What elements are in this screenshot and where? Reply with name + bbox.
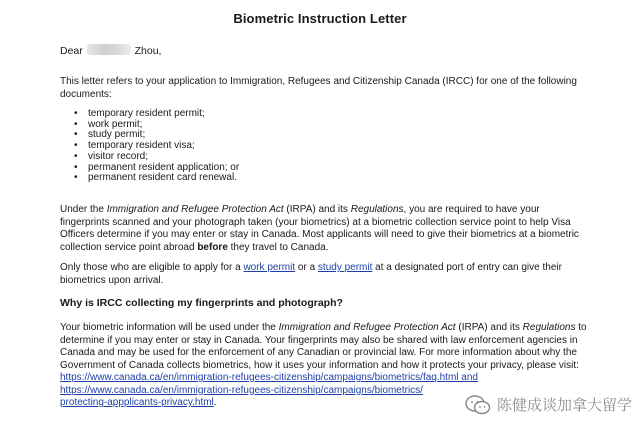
link-text: aq.html and [425,372,478,383]
salutation [60,44,161,57]
intro-paragraph: This letter refers to your application to Immigration, Refugees and Citizenship Canada (IRCC) for one of the following documents: [60,76,577,100]
list-item: • permanent resident application; or [74,163,239,174]
requirement-paragraph [60,204,590,254]
privacy-link[interactable] [60,385,423,409]
text-run: or a [295,262,318,273]
text-run: to determine if you may enter or stay in Canada. Your fingerprints may also be shared with law enforcement agencies in Canada and may be used for the enforcement of any Canadian or provincial law. For more information about why the Government of Canada collects biometrics, how it uses your information and how it protects your privacy, please visit: [60,322,587,371]
watermark-text: 陈健成谈加拿大留学 [496,397,632,414]
list-item: • permanent resident card renewal. [74,173,239,184]
redacted-name [87,44,131,55]
study-permit-link[interactable]: study permit [317,262,373,273]
link-text: https://www.canada.ca/en/immigration-refugees-citizenship/campaigns/biometrics/f [60,372,426,383]
list-item: • temporary resident visa; [74,141,239,152]
link-text: https://www.canada.ca/en/immigration-refugees-citizenship/campaigns/biometrics/ [60,384,423,396]
regulations-name: Regulations [350,204,404,215]
section-heading: Why is IRCC collecting my fingerprints and photograph? [60,297,343,309]
letter-title: Biometric Instruction Letter [233,11,407,26]
regulations-name: Regulations [522,322,576,333]
port-of-entry-paragraph [60,262,590,287]
emphasis-before: before [197,241,228,253]
salutation-prefix: Dear [60,45,83,57]
text-run: they travel to Canada. [227,241,329,253]
text-run: at a designated port of entry can give their biometrics upon arrival. [60,262,562,286]
list-item: • work permit; [74,120,239,131]
text-run: Only those who are eligible to apply for a [60,262,244,273]
wechat-icon [465,395,491,415]
text-run: Your biometric information will be used under the [60,322,279,333]
text-run: (IRPA) and its [455,322,523,333]
text-run: (IRPA) and its [283,204,351,215]
text-run: Under the [60,204,107,215]
list-item: • visitor record; [74,152,239,163]
faq-link[interactable] [60,372,478,383]
work-permit-link[interactable]: work permit [243,262,296,273]
text-run: . [213,397,217,408]
link-text: protecting-appplicants-privacy.html [60,397,214,408]
text-run: , you are required to have your fingerprints scanned and your photograph taken (your biometrics) at a biometric collection service point to help Visa Officers determine if you may enter or stay in Canada. Most applicants will need to give their biometrics at a biometric collection service point abroad [60,204,579,253]
act-name: Immigration and Refugee Protection Act [106,204,284,215]
list-item: • temporary resident permit; [74,109,239,120]
document-list [74,109,239,184]
list-item: • study permit; [74,130,239,141]
watermark [465,394,632,415]
salutation-name: Zhou, [134,45,162,57]
act-name: Immigration and Refugee Protection Act [278,322,456,333]
